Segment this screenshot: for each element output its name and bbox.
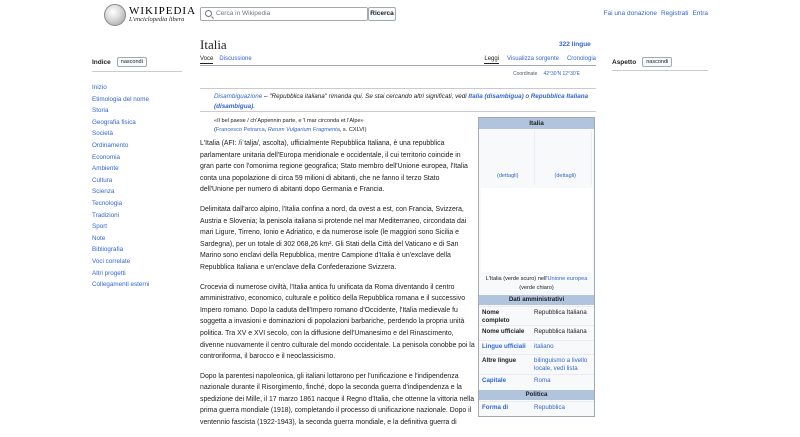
disambig-link-1[interactable]: Italia (disambigua) xyxy=(468,93,524,100)
search-button[interactable]: Ricerca xyxy=(368,7,396,21)
row-value: Repubblica Italiana xyxy=(534,328,587,335)
toc-item[interactable]: Voci correlate xyxy=(92,257,131,265)
map-caption-link[interactable]: Unione europea xyxy=(547,276,588,282)
toc-item[interactable]: Inizio xyxy=(92,84,107,91)
coordinates xyxy=(513,71,580,77)
infobox-section-politics: Politica xyxy=(479,390,594,400)
search-icon xyxy=(205,10,212,17)
row-key: Altre lingue xyxy=(482,357,517,364)
epigraph-author[interactable]: Francesco Petrarca xyxy=(215,126,265,133)
appearance-panel-header xyxy=(612,57,708,71)
table-of-contents xyxy=(92,57,182,291)
row-value[interactable]: Repubblica xyxy=(534,404,565,411)
tab-article[interactable]: Voce xyxy=(200,56,214,62)
article-body xyxy=(200,138,475,437)
infobox-row xyxy=(479,401,594,414)
infobox-section-admin: Dati amministrativi xyxy=(479,295,594,305)
infobox-row xyxy=(479,374,594,387)
coord-value[interactable]: 42°30′N 12°30′E xyxy=(543,71,580,77)
emblem-details-link[interactable]: (dettagli) xyxy=(554,173,576,179)
tab-read[interactable]: Leggi xyxy=(484,56,500,62)
toc-item[interactable]: Società xyxy=(92,130,114,138)
map-caption xyxy=(481,275,592,292)
wikipedia-globe-icon[interactable] xyxy=(104,4,126,26)
toc-item[interactable]: Economia xyxy=(92,153,121,161)
language-button[interactable]: 322 lingue xyxy=(559,41,591,48)
disambig-text: – "Repubblica italiana" rimanda qui. Se stai cercando altri significati, vedi xyxy=(262,93,469,100)
register-link[interactable]: Registrati xyxy=(660,10,689,17)
location-map[interactable] xyxy=(481,188,592,272)
logo-title[interactable]: WIKIPEDIA xyxy=(129,5,197,17)
map-caption-end: (verde chiaro) xyxy=(519,284,554,291)
toc-heading: Indice xyxy=(92,58,111,66)
toc-item[interactable]: Altri progetti xyxy=(92,269,126,277)
toc-item[interactable]: Sport xyxy=(92,223,108,231)
personal-tools xyxy=(603,10,708,17)
toc-item[interactable]: Collegamenti esterni xyxy=(92,281,150,289)
disambig-end: . xyxy=(253,103,255,110)
toc-hide-button[interactable]: nascondi xyxy=(117,57,147,67)
row-value[interactable]: Roma xyxy=(534,377,551,384)
tab-talk[interactable]: Discussione xyxy=(219,56,252,62)
epigraph-ref: , s. CXLVI) xyxy=(339,126,367,133)
disambig-link-2[interactable]: Repubblica Italiana (disambigua) xyxy=(214,93,589,110)
appearance-hide-button[interactable]: nascondi xyxy=(642,57,672,67)
toc-item[interactable]: Note xyxy=(92,234,106,242)
logo-subtitle: L'enciclopedia libera xyxy=(129,16,185,23)
header xyxy=(0,0,800,32)
epigraph: «Il bel paese / ch'Appennin parte, e 'l mar circonda et l'Alpe» (Francesco Petrarca, Rerum Vulgarium Fragmenta, s. CXLVI) xyxy=(214,118,367,133)
row-key[interactable]: Lingue ufficiali xyxy=(482,343,526,350)
paragraph: Delimitata dall'arco alpino, l'Italia confina a nord, da ovest a est, con Francia, Svizzera, Austria e Slovenia; la penisola italiana si protende nel mar Mediterraneo, circondata dai mari Ligure, Tirreno, Ionio e Adriatico, e da numerose isole (le maggiori sono Sicilia e Sardegna), per un totale di 302 068,26 km². Gli Stati della Città del Vaticano e di San Marino sono enclavi della Repubblica, mentre Campione d'Italia è un'exclave della Repubblica Italiana e un'enclave della Confederazione Svizzera. xyxy=(200,205,467,271)
disambig-prefix[interactable]: Disambiguazione xyxy=(214,93,263,100)
toc-item[interactable]: Tecnologia xyxy=(92,199,123,207)
page-tabs xyxy=(200,55,596,66)
map-caption-text: L'Italia (verde scuro) nell' xyxy=(485,276,548,282)
toc-item[interactable]: Bibliografia xyxy=(92,246,124,254)
toc-item[interactable]: Storia xyxy=(92,107,109,115)
paragraph: L'Italia (AFI: /iˈtalja/, ascolta), ufficialmente Repubblica Italiana, è una repubblica parlamentare unitaria dell'Europa meridionale e occidentale, il cui territorio coincide in gran parte con l'omonima regione geografica; Stato membro dell'Unione europea, l'Italia conta una popolazione di circa 59 milioni di abitanti, che ne fanno il terzo Stato dell'Unione per numero di abitanti dopo Germania e Francia. xyxy=(200,140,468,194)
page-title: Italia xyxy=(200,37,227,52)
toc-item[interactable]: Etimologia del nome xyxy=(92,95,150,103)
toc-item[interactable]: Scienza xyxy=(92,188,115,196)
coord-label: Coordinate xyxy=(513,71,538,77)
paragraph: Dopo la parentesi napoleonica, gli italiani lottarono per l'unificazione e l'indipendenza nazionale durante il Risorgimento, finché, dopo la seconda guerra d'indipendenza e la spedizione dei Mille, il 17 marzo 1861 nacque il Regno d'Italia, che ottenne la vittoria nella prima guerra mondiale (1918), completando il processo di unificazione nazionale. Dopo il ventennio fascista (1922-1943), la seconda guerra mondiale, e la definitiva guerra di xyxy=(200,372,475,427)
infobox-row xyxy=(479,340,594,353)
row-key: Nome ufficiale xyxy=(482,328,525,335)
donate-link[interactable]: Fai una donazione xyxy=(603,10,657,17)
infobox-row xyxy=(479,325,594,338)
infobox-row xyxy=(479,306,594,327)
login-link[interactable]: Entra xyxy=(692,10,708,17)
row-value[interactable]: italiano xyxy=(534,343,554,350)
infobox-row xyxy=(479,354,594,375)
infobox xyxy=(478,117,595,417)
disambiguation-note xyxy=(200,88,596,112)
tab-history[interactable]: Cronologia xyxy=(566,56,596,62)
infobox-title: Italia xyxy=(479,118,594,129)
disambig-mid: o xyxy=(523,93,531,100)
search-placeholder: Cerca in Wikipedia xyxy=(216,10,271,17)
toc-item[interactable]: Tradizioni xyxy=(92,211,120,219)
toc-item[interactable]: Cultura xyxy=(92,176,113,184)
toc-item[interactable]: Geografia fisica xyxy=(92,118,136,126)
flag-details-link[interactable]: (dettagli) xyxy=(497,173,519,179)
toc-item[interactable]: Ordinamento xyxy=(92,141,129,149)
tab-view-source[interactable]: Visualizza sorgente xyxy=(507,56,559,62)
search-input[interactable] xyxy=(200,7,368,21)
row-key: Nome completo xyxy=(482,309,510,324)
row-value[interactable]: bilinguismo a livello locale, vedi lista xyxy=(534,357,588,372)
appearance-heading: Aspetto xyxy=(612,58,637,66)
epigraph-line: «Il bel paese / ch'Appennin parte, e 'l mar circonda et l'Alpe» xyxy=(214,118,364,124)
paragraph: Crocevia di numerose civiltà, l'Italia antica fu unificata da Roma diventando il centro amministrativo, economico, culturale e politico della Repubblica romana e il successivo Impero romano. Dopo la caduta dell'Impero romano d'Occidente, l'Italia medievale fu soggetta a invasioni e dominazioni di popolazioni barbariche, perdendo la propria unità politica. Tra XV e XVI secolo, con la diffusione dell'Umanesimo e del Rinascimento, divenne nuovamente il centro culturale del mondo occidentale. La penisola conobbe poi la controriforma, il barocco e il neoclassicismo. xyxy=(200,283,475,361)
row-key[interactable]: Forma di xyxy=(482,404,509,411)
row-key[interactable]: Capitale xyxy=(482,377,507,384)
toc-item[interactable]: Ambiente xyxy=(92,165,119,173)
epigraph-work[interactable]: Rerum Vulgarium Fragmenta xyxy=(267,126,340,133)
row-value: Repubblica Italiana xyxy=(534,309,587,316)
